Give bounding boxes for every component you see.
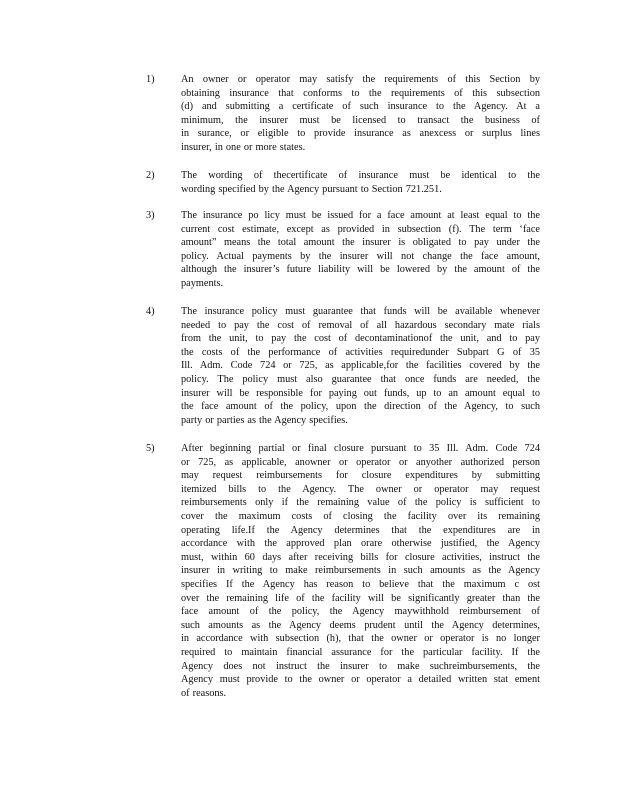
- text-line: operating life.If the Agency determines that the expenditures are in: [181, 524, 540, 536]
- text-line: reimbursements only if the remaining value of the policy is sufficient to: [181, 497, 540, 509]
- text-line: over the remaining life of the facility will be significantly greater than the: [181, 592, 540, 604]
- item-number: 3): [146, 210, 155, 221]
- text-line: wording specified by the Agency pursuant to Section 721.251.: [181, 183, 442, 195]
- text-line: policy. The policy must also guarantee that once funds are needed, the: [181, 373, 540, 385]
- text-line: the face amount of the policy, upon the direction of the Agency, to such: [181, 401, 540, 413]
- text-line: in surance, or eligible to provide insurance as anexcess or surplus lines: [181, 128, 540, 140]
- item-paragraph: [181, 442, 540, 700]
- text-line: obtaining insurance that conforms to the requirements of this subsection: [181, 87, 540, 99]
- text-line: payments.: [181, 277, 224, 289]
- text-line: itemized bills to the Agency. The owner or operator may request: [181, 483, 540, 495]
- text-line: in accordance with subsection (h), that the owner or operator is no longer: [181, 633, 540, 645]
- text-line: party or parties as the Agency specifies.: [181, 414, 348, 426]
- text-line: may request reimbursements for closure expenditures by submitting: [181, 470, 540, 482]
- text-line: of reasons.: [181, 687, 227, 699]
- text-line: from the unit, to pay the cost of decontaminationof the unit, and to pay: [181, 333, 540, 345]
- text-line: Ill. Adm. Code 724 or 725, as applicable,for the facilities covered by the: [181, 360, 540, 372]
- text-line: insurer will be responsible for paying out funds, up to an amount equal to: [181, 387, 540, 399]
- text-line: current cost estimate, except as provided in subsection (f). The term ‘face: [181, 223, 540, 235]
- text-line: Agency must provide to the owner or operator a detailed written stat ement: [181, 674, 540, 686]
- item-paragraph: [181, 169, 540, 196]
- text-line: must, within 60 days after receiving bills for closure activities, instruct the: [181, 551, 540, 563]
- text-line: specifies If the Agency has reason to believe that the maximum c ost: [181, 578, 540, 590]
- text-line: such amounts as the Agency deems prudent until the Agency determines,: [181, 619, 540, 631]
- text-line: cover the maximum costs of closing the facility over its remaining: [181, 510, 540, 522]
- text-line: insurer, in one or more states.: [181, 141, 306, 153]
- item-paragraph: [181, 305, 540, 427]
- item-paragraph: [181, 73, 540, 155]
- text-line: or 725, as applicable, anowner or operator or anyother authorized person: [181, 456, 540, 468]
- item-number: 4): [146, 306, 155, 317]
- text-line: needed to pay the cost of removal of all hazardous secondary mate rials: [181, 319, 540, 331]
- text-line: After beginning partial or final closure pursuant to 35 Ill. Adm. Code 724: [181, 443, 540, 454]
- text-line: face amount of the policy, the Agency maywithhold reimbursement of: [181, 606, 540, 618]
- text-line: policy. Actual payments by the insurer will not change the face amount,: [181, 250, 540, 262]
- text-line: amount” means the total amount the insurer is obligated to pay under the: [181, 237, 540, 249]
- text-line: (d) and submitting a certificate of such insurance to the Agency. At a: [181, 101, 540, 113]
- text-line: insurer in writing to make reimbursements in such amounts as the Agency: [181, 565, 540, 577]
- text-line: the costs of the performance of activities requiredunder Subpart G of 35: [181, 346, 540, 358]
- text-line: minimum, the insurer must be licensed to transact the business of: [181, 114, 540, 126]
- text-line: required to maintain financial assurance for the particular facility. If the: [181, 646, 540, 658]
- text-line: accordance with the approved plan orare otherwise justified, the Agency: [181, 538, 540, 550]
- text-line: An owner or operator may satisfy the requirements of this Section by: [181, 74, 540, 85]
- item-paragraph: [181, 209, 540, 291]
- text-line: The insurance po licy must be issued for a face amount at least equal to the: [181, 210, 540, 221]
- text-line: The insurance policy must guarantee that funds will be available whenever: [181, 306, 540, 317]
- item-number: 5): [146, 443, 155, 454]
- item-number: 1): [146, 74, 155, 85]
- text-line: The wording of thecertificate of insurance must be identical to the: [181, 170, 540, 181]
- item-number: 2): [146, 170, 155, 181]
- text-line: Agency does not instruct the insurer to make suchreimbursements, the: [181, 660, 540, 672]
- text-line: although the insurer’s future liability will be lowered by the amount of the: [181, 264, 540, 276]
